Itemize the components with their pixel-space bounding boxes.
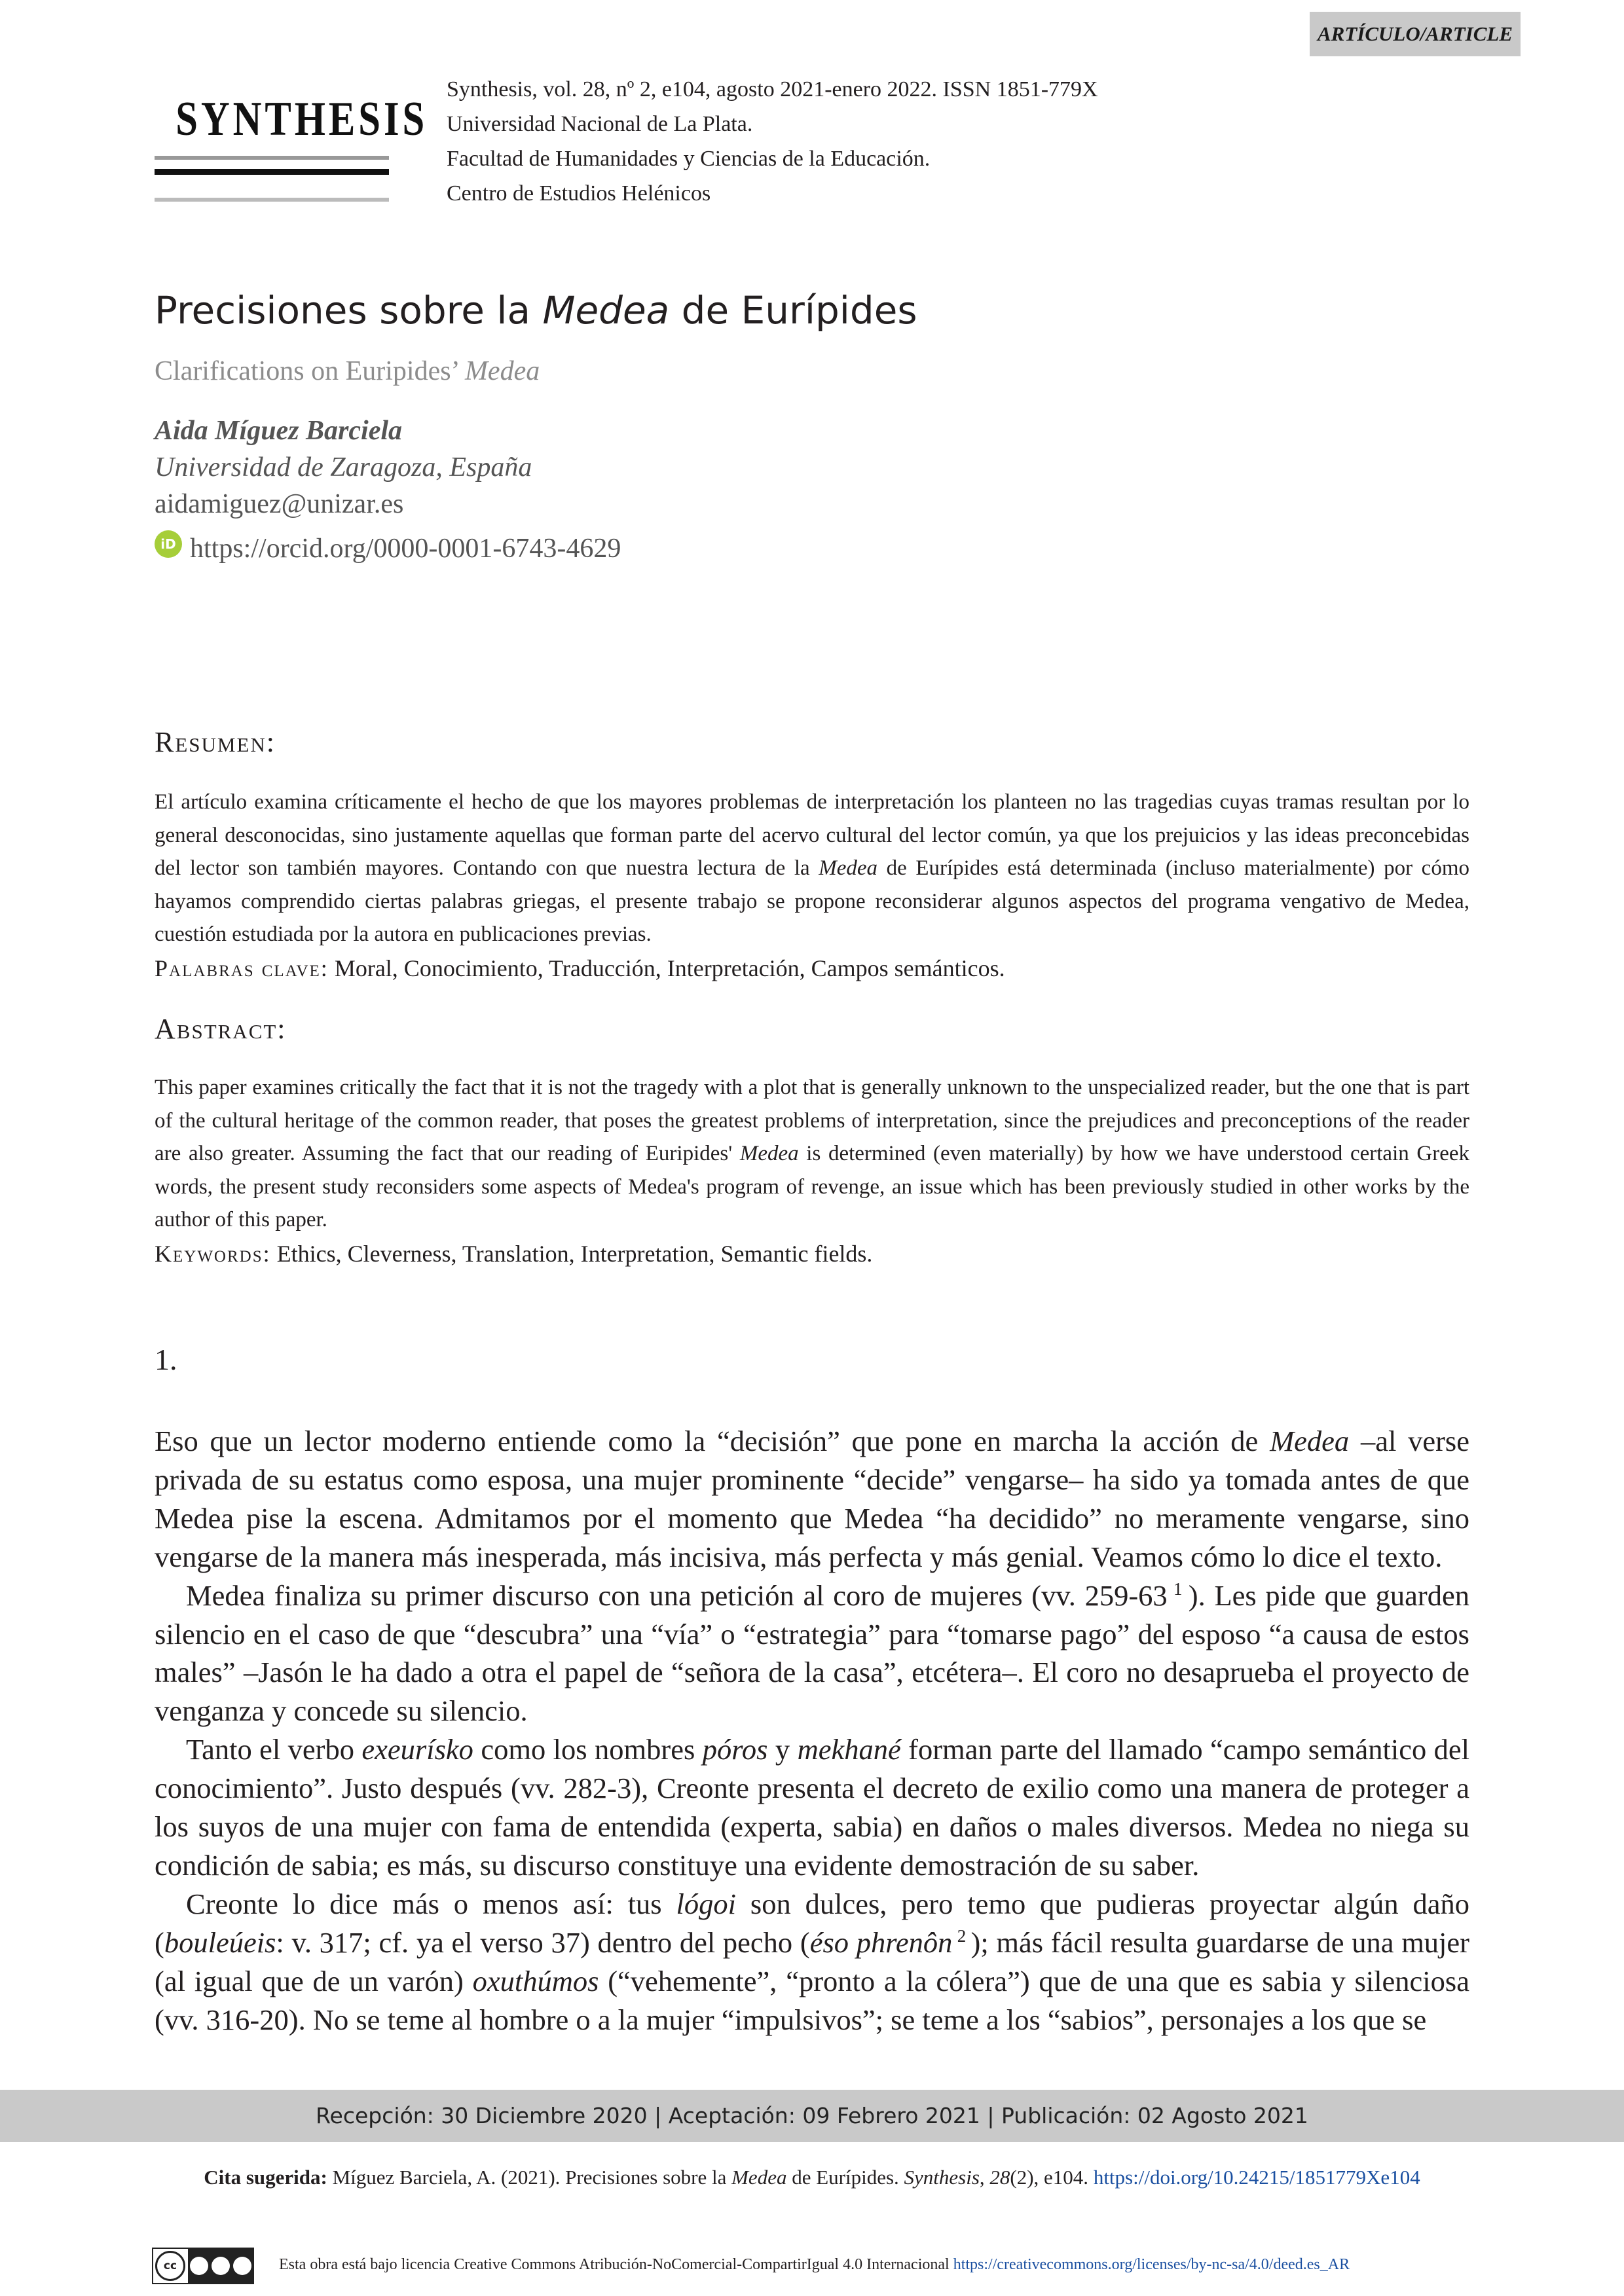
text-run: Tanto el verbo bbox=[186, 1733, 362, 1766]
text-run: Eso que un lector moderno entiende como la “decisión” que pone en marcha la acción de bbox=[155, 1425, 1270, 1457]
sa-icon bbox=[233, 2257, 251, 2275]
italic-run: bouleúeis bbox=[164, 1925, 276, 1959]
article-subtitle bbox=[155, 355, 540, 387]
text-run: ). Les pide que guarden silencio en el caso de que “descubra” una “vía” o “estrategia” para “tomarse pago” del esposo “a causa de estos males” –Jasón le ha dado a otra el papel de “señora de la casa”, etcétera–. El coro no desaprueba el proyecto de venganza y concede su silencio. bbox=[155, 1578, 1469, 1728]
cc-license-badge-icon[interactable] bbox=[152, 2248, 254, 2284]
subtitle-italic: Medea bbox=[464, 356, 540, 386]
text-run: ); más fácil resulta guardarse de una mujer (al igual que de un varón) bbox=[155, 1925, 1469, 1997]
keywords-label: Keywords: bbox=[155, 1241, 271, 1267]
text-run: Medea finaliza su primer discurso con una petición al coro de mujeres (vv. 259-63 bbox=[186, 1578, 1168, 1612]
italic-run: éso phrenôn bbox=[809, 1925, 953, 1959]
cite-label: Cita sugerida: bbox=[204, 2166, 327, 2189]
keywords-label: Palabras clave: bbox=[155, 955, 329, 981]
doi-link[interactable]: https://doi.org/10.24215/1851779Xe104 bbox=[1093, 2166, 1420, 2189]
author-email[interactable]: aidamiguez@unizar.es bbox=[155, 489, 404, 519]
publication-dates-bar: Recepción: 30 Diciembre 2020 | Aceptación: 09 Febrero 2021 | Publicación: 02 Agosto 2021 bbox=[0, 2090, 1624, 2142]
by-icon bbox=[190, 2257, 208, 2275]
nc-icon bbox=[212, 2257, 230, 2275]
orcid-icon: iD bbox=[155, 530, 182, 558]
text-run: como los nombres bbox=[473, 1733, 703, 1766]
abstract-text bbox=[155, 1071, 1469, 1237]
resumen-heading: Resumen: bbox=[155, 726, 276, 758]
author-affiliation: Universidad de Zaragoza, España bbox=[155, 452, 532, 483]
text-run: Míguez Barciela, A. (2021). Precisiones sobre la bbox=[327, 2166, 732, 2189]
italic-run: Medea bbox=[819, 856, 878, 880]
italic-run: Medea bbox=[739, 1142, 799, 1165]
license-link[interactable]: https://creativecommons.org/licenses/by-nc-sa/4.0/deed.es_AR bbox=[953, 2256, 1350, 2273]
cc-terms bbox=[188, 2249, 253, 2283]
logo-text: SYNTHESIS bbox=[175, 92, 428, 146]
text-run: y bbox=[767, 1733, 798, 1766]
author-orcid[interactable] bbox=[155, 533, 621, 564]
resumen-text bbox=[155, 786, 1469, 951]
footnote-ref-2[interactable]: 2 bbox=[952, 1925, 971, 1946]
article-type-tag: ARTÍCULO/ARTICLE bbox=[1310, 12, 1521, 56]
orcid-link[interactable]: https://orcid.org/0000-0001-6743-4629 bbox=[190, 534, 621, 564]
author-name: Aida Míguez Barciela bbox=[155, 416, 403, 446]
text-run: This paper examines critically the fact that it is not the tragedy with a plot that is generally unknown to the unspecialized reader, but the one that is part of the cultural heritage of the common reader, that poses the greatest problems of interpretation, since the prejudices and preconceptions of the reader are also greater. Assuming the fact that our reading of Euripides' bbox=[155, 1076, 1469, 1165]
italic-run: oxuthúmos bbox=[472, 1964, 599, 1997]
italic-run: 28 bbox=[989, 2166, 1010, 2189]
resumen-keywords bbox=[155, 955, 1005, 982]
logo-rule-middle bbox=[155, 169, 389, 175]
text-run: –al verse privada de su estatus como esposa, una mujer prominente “decide” vengarse– ha sido ya tomada antes de que Medea pise la escena. Admitamos por el momento que Medea “ha decidido” no meramente vengarse, sino vengarse de la manera más inesperada, más incisiva, más perfecta y más genial. Veamos cómo lo dice el texto. bbox=[155, 1425, 1469, 1573]
italic-run: Synthesis bbox=[904, 2166, 980, 2189]
paragraph bbox=[155, 1576, 1469, 1731]
journal-info bbox=[447, 72, 1098, 211]
cc-icon: cc bbox=[155, 2251, 185, 2281]
section-number: 1. bbox=[155, 1343, 177, 1376]
text-run: : v. 317; cf. ya el verso 37) dentro del pecho ( bbox=[276, 1925, 810, 1959]
paragraph bbox=[155, 1730, 1469, 1885]
text-run: Creonte lo dice más o menos así: tus bbox=[186, 1887, 676, 1920]
footnote-ref-1[interactable]: 1 bbox=[1167, 1578, 1189, 1599]
article-title bbox=[155, 288, 917, 333]
italic-run: mekhané bbox=[797, 1733, 901, 1766]
text-run: Esta obra está bajo licencia Creative Commons Atribución-NoComercial-CompartirIgual 4.0 Internacional bbox=[279, 2256, 953, 2273]
text-run: de Eurípides. bbox=[786, 2166, 904, 2189]
title-italic: Medea bbox=[542, 288, 670, 333]
journal-info-line: Universidad Nacional de La Plata. bbox=[447, 112, 753, 136]
journal-info-line: Facultad de Humanidades y Ciencias de la Educación. bbox=[447, 147, 931, 171]
logo-rule-top bbox=[155, 156, 389, 160]
text-run: son dulces, pero temo que pudieras proyectar algún daño ( bbox=[155, 1887, 1469, 1959]
text-run: El artículo examina críticamente el hecho de que los mayores problemas de interpretación los planteen no las tragedias cuyas tramas resultan por lo general desconocidas, sino justamente aquellas que forman parte del acervo cultural del lector común, ya que los prejuicios y las ideas preconcebidas del lector son también mayores. Contando con que nuestra lectura de la bbox=[155, 790, 1469, 880]
text-run: forman parte del llamado “campo semántico del conocimiento”. Justo después (vv. 282-3), Creonte presenta el decreto de exilio como una manera de proteger a los suyos de una mujer con fama de entendida (experta, sabia) en daños o males diversos. Medea no niega su condición de sabia; es más, su discurso constituye una evidente demostración de su saber. bbox=[155, 1733, 1469, 1882]
text-run: de Eurípides está determinada (incluso materialmente) por cómo hayamos comprendido ciertas palabras griegas, el presente trabajo se propone reconsiderar algunos aspectos del programa vengativo de Medea, cuestión estudiada por la autora en publicaciones previas. bbox=[155, 856, 1469, 946]
italic-run: lógoi bbox=[676, 1887, 736, 1920]
text-run: is determined (even materially) by how we have understood certain Greek words, the present study reconsiders some aspects of Medea's program of revenge, an issue which has been previously studied in other works by the author of this paper. bbox=[155, 1142, 1470, 1231]
italic-run: Medea bbox=[1270, 1425, 1350, 1457]
paragraph bbox=[155, 1885, 1469, 2039]
title-text: Precisiones sobre la bbox=[155, 288, 543, 333]
keywords-list: Moral, Conocimiento, Traducción, Interpretación, Campos semánticos. bbox=[328, 955, 1005, 981]
text-run: (“vehemente”, “pronto a la cólera”) que de una que es sabia y silenciosa (vv. 316-20). No se teme al hombre o a la mujer “impulsivos”; se teme a los “sabios”, personajes a los que se bbox=[155, 1964, 1469, 2036]
abstract-heading: Abstract: bbox=[155, 1013, 287, 1045]
title-text: de Eurípides bbox=[669, 288, 917, 333]
paragraph bbox=[155, 1422, 1469, 1576]
suggested-citation bbox=[0, 2166, 1624, 2189]
keywords-list: Ethics, Cleverness, Translation, Interpretation, Semantic fields. bbox=[270, 1241, 873, 1267]
italic-run: Medea bbox=[731, 2166, 787, 2189]
abstract-keywords bbox=[155, 1240, 872, 1267]
italic-run: exeurísko bbox=[361, 1733, 473, 1766]
logo-rule-bottom bbox=[155, 198, 389, 202]
subtitle-text: Clarifications on Euripides’ bbox=[155, 356, 465, 386]
text-run: , bbox=[979, 2166, 990, 2189]
body-text bbox=[155, 1422, 1469, 2039]
journal-info-line: Synthesis, vol. 28, nº 2, e104, agosto 2021-enero 2022. ISSN 1851-779X bbox=[447, 77, 1098, 101]
italic-run: póros bbox=[702, 1733, 768, 1766]
license-text bbox=[279, 2256, 1350, 2274]
journal-logo bbox=[155, 73, 428, 204]
journal-info-line: Centro de Estudios Helénicos bbox=[447, 181, 711, 206]
text-run: (2), e104. bbox=[1010, 2166, 1094, 2189]
